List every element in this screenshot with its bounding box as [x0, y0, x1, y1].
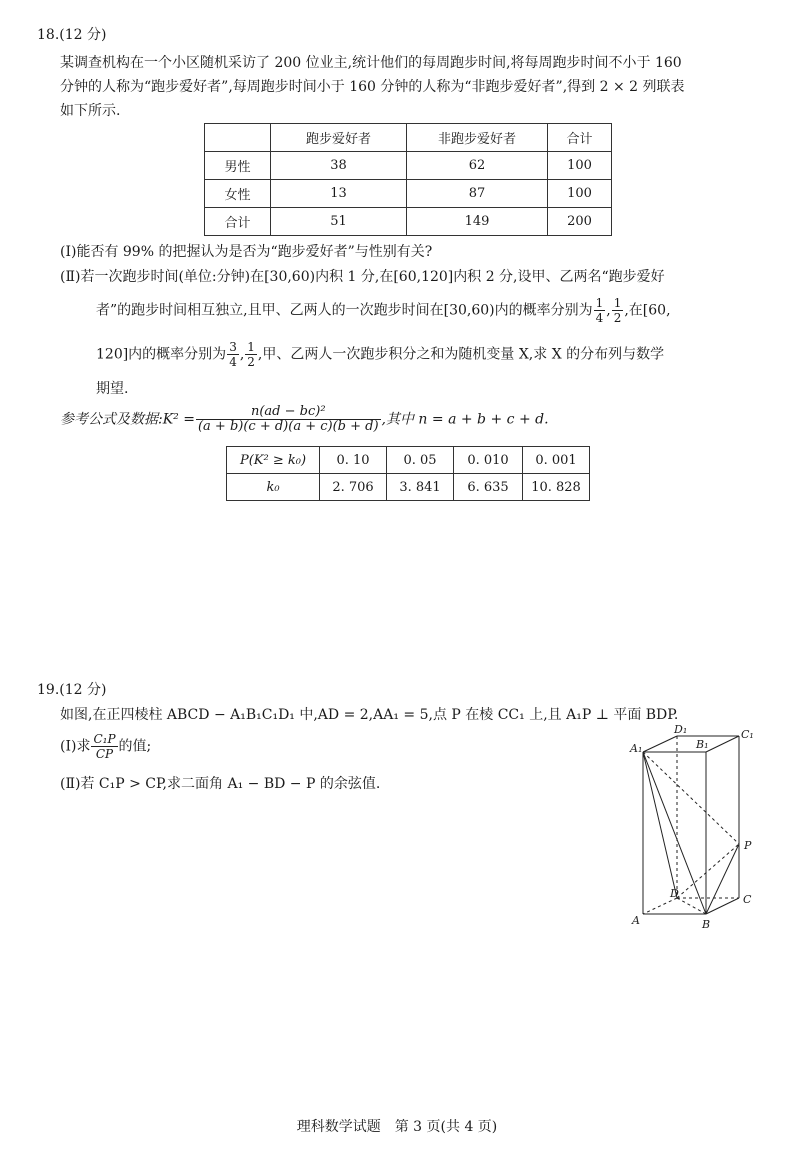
- q18-part2-line3-tail: ,甲、乙两人一次跑步积分之和为随机变量 X,求 X 的分布列与数学: [257, 346, 665, 363]
- table-cell: 10. 828: [523, 474, 590, 501]
- hidden-segment-a1-p: [643, 752, 739, 844]
- reference-formula: [60, 405, 549, 434]
- table-cell: 女性: [205, 180, 271, 208]
- table-cell: 149: [407, 208, 548, 236]
- q18-part2-line3: 120]内的概率分别为 $\frac{3}{4}$ , $\frac{1}{2}$ ,甲、乙两人一次跑步积分之和为随机变量 X,求 X 的分布列与数学: [96, 340, 665, 369]
- table-cell: 100: [548, 152, 612, 180]
- table-header-cell: [205, 124, 271, 152]
- label-p: P: [744, 839, 752, 852]
- formula-prefix: 参考公式及数据:K² =: [60, 411, 195, 428]
- q18-part2-line2-text: 者”的跑步时间相互独立,且甲、乙两人的一次跑步时间在[30,60)内的概率分别为: [96, 302, 593, 319]
- label-d1: D₁: [674, 723, 688, 736]
- table-cell: 200: [548, 208, 612, 236]
- table-cell: 0. 010: [454, 447, 523, 474]
- fraction-one-quarter: [594, 296, 606, 325]
- q18-intro-line-3: 如下所示.: [60, 103, 121, 119]
- prism-figure: [620, 722, 770, 934]
- q19-header: [37, 679, 106, 699]
- q19-number: 19.: [37, 682, 60, 698]
- fraction-numerator: 1: [613, 296, 622, 310]
- table-cell: 男性: [205, 152, 271, 180]
- table-header-cell: 跑步爱好者: [271, 124, 407, 152]
- label-a: A: [632, 914, 640, 927]
- table-header-cell: 合计: [548, 124, 612, 152]
- q18-part2-line4: 期望.: [96, 381, 129, 397]
- label-d: D: [670, 887, 679, 900]
- q18-number: 18.: [37, 27, 60, 43]
- hidden-segment-d-p: [677, 844, 739, 898]
- hidden-edge-d-a: [643, 898, 677, 914]
- table-cell: 0. 10: [320, 447, 387, 474]
- fraction-denominator: 4: [229, 355, 237, 369]
- table-cell: 51: [271, 208, 407, 236]
- fraction-three-quarters: [227, 340, 239, 369]
- formula-numerator: n(ad − bc)²: [196, 405, 381, 420]
- q18-part2-line3-text: 120]内的概率分别为: [96, 346, 227, 363]
- q19-score: (12 分): [59, 682, 107, 698]
- table-cell: 87: [407, 180, 548, 208]
- q18-intro-line-1: 某调查机构在一个小区随机采访了 200 位业主,统计他们的每周跑步时间,将每周跑步时间不小于 160: [60, 55, 682, 71]
- segment-b-p: [706, 844, 739, 914]
- q19-intro: 如图,在正四棱柱 ABCD − A₁B₁C₁D₁ 中,AD = 2,AA₁ = 5,点 P 在棱 CC₁ 上,且 A₁P ⊥ 平面 BDP.: [60, 707, 679, 723]
- fraction-numerator: 3: [229, 340, 237, 354]
- label-b: B: [702, 918, 711, 931]
- table-row: [205, 208, 612, 236]
- fraction-numerator: C₁P: [93, 732, 116, 746]
- fraction-denominator: 2: [613, 311, 622, 325]
- q19-part1-text: (Ⅰ)求: [60, 738, 91, 755]
- table-row: [227, 447, 590, 474]
- q19-part1: [60, 732, 151, 761]
- q19-part2: (Ⅱ)若 C₁P > CP,求二面角 A₁ − BD − P 的余弦值.: [60, 776, 381, 792]
- table-cell: 6. 635: [454, 474, 523, 501]
- label-c1: C₁: [741, 728, 754, 741]
- table-cell: 2. 706: [320, 474, 387, 501]
- q18-header: [37, 24, 106, 44]
- fraction-denominator: 4: [595, 311, 604, 325]
- formula-fraction: [196, 405, 381, 434]
- page-footer: 理科数学试题 第 3 页(共 4 页): [296, 1119, 498, 1135]
- table-cell: 13: [271, 180, 407, 208]
- edge-b-c: [706, 898, 739, 914]
- label-b1: B₁: [696, 738, 709, 751]
- table-cell: k₀: [227, 474, 320, 501]
- fraction-one-half: [245, 340, 257, 369]
- formula-denominator: (a + b)(c + d)(a + c)(b + d): [197, 419, 379, 434]
- table-header-row: [205, 124, 612, 152]
- fraction-denominator: CP: [95, 747, 114, 761]
- q18-part2-line2: 者”的跑步时间相互独立,且甲、乙两人的一次跑步时间在[30,60)内的概率分别为 $\frac{1}{4}$ , $\frac{1}{2}$ ,在[60,: [96, 296, 671, 325]
- edge-d1-a1: [643, 736, 677, 752]
- contingency-table: [204, 123, 612, 236]
- table-cell: 合计: [205, 208, 271, 236]
- table-cell: 3. 841: [387, 474, 454, 501]
- ratio-fraction: [91, 732, 117, 761]
- label-c: C: [743, 893, 752, 906]
- hidden-segment-d-b: [677, 898, 706, 914]
- formula-suffix: ,其中 n = a + b + c + d.: [381, 411, 549, 428]
- q18-score: (12 分): [59, 27, 107, 43]
- edge-b1-c1: [706, 736, 739, 752]
- table-row: [205, 180, 612, 208]
- critical-value-table: [226, 446, 590, 501]
- fraction-numerator: 1: [247, 340, 255, 354]
- table-row: [227, 474, 590, 501]
- fraction-numerator: 1: [595, 296, 604, 310]
- table-row: [205, 152, 612, 180]
- table-cell: 62: [407, 152, 548, 180]
- table-header-cell: 非跑步爱好者: [407, 124, 548, 152]
- q18-part2-line1: (Ⅱ)若一次跑步时间(单位:分钟)在[30,60)内积 1 分,在[60,120]内积 2 分,设甲、乙两名“跑步爱好: [60, 269, 665, 285]
- q19-part1-tail: 的值;: [118, 738, 152, 755]
- label-a1: A₁: [630, 742, 643, 755]
- q18-part1: (Ⅰ)能否有 99% 的把握认为是否为“跑步爱好者”与性别有关?: [60, 244, 433, 260]
- fraction-one-half: [612, 296, 624, 325]
- table-cell: 100: [548, 180, 612, 208]
- table-cell: 0. 05: [387, 447, 454, 474]
- table-cell: 38: [271, 152, 407, 180]
- table-cell: 0. 001: [523, 447, 590, 474]
- table-cell: P(K² ≥ k₀): [227, 447, 320, 474]
- q18-part2-line2-tail: ,在[60,: [624, 302, 671, 319]
- q18-intro-line-2: 分钟的人称为“跑步爱好者”,每周跑步时间小于 160 分钟的人称为“非跑步爱好者”,得到 2 × 2 列联表: [60, 79, 685, 95]
- fraction-denominator: 2: [247, 355, 255, 369]
